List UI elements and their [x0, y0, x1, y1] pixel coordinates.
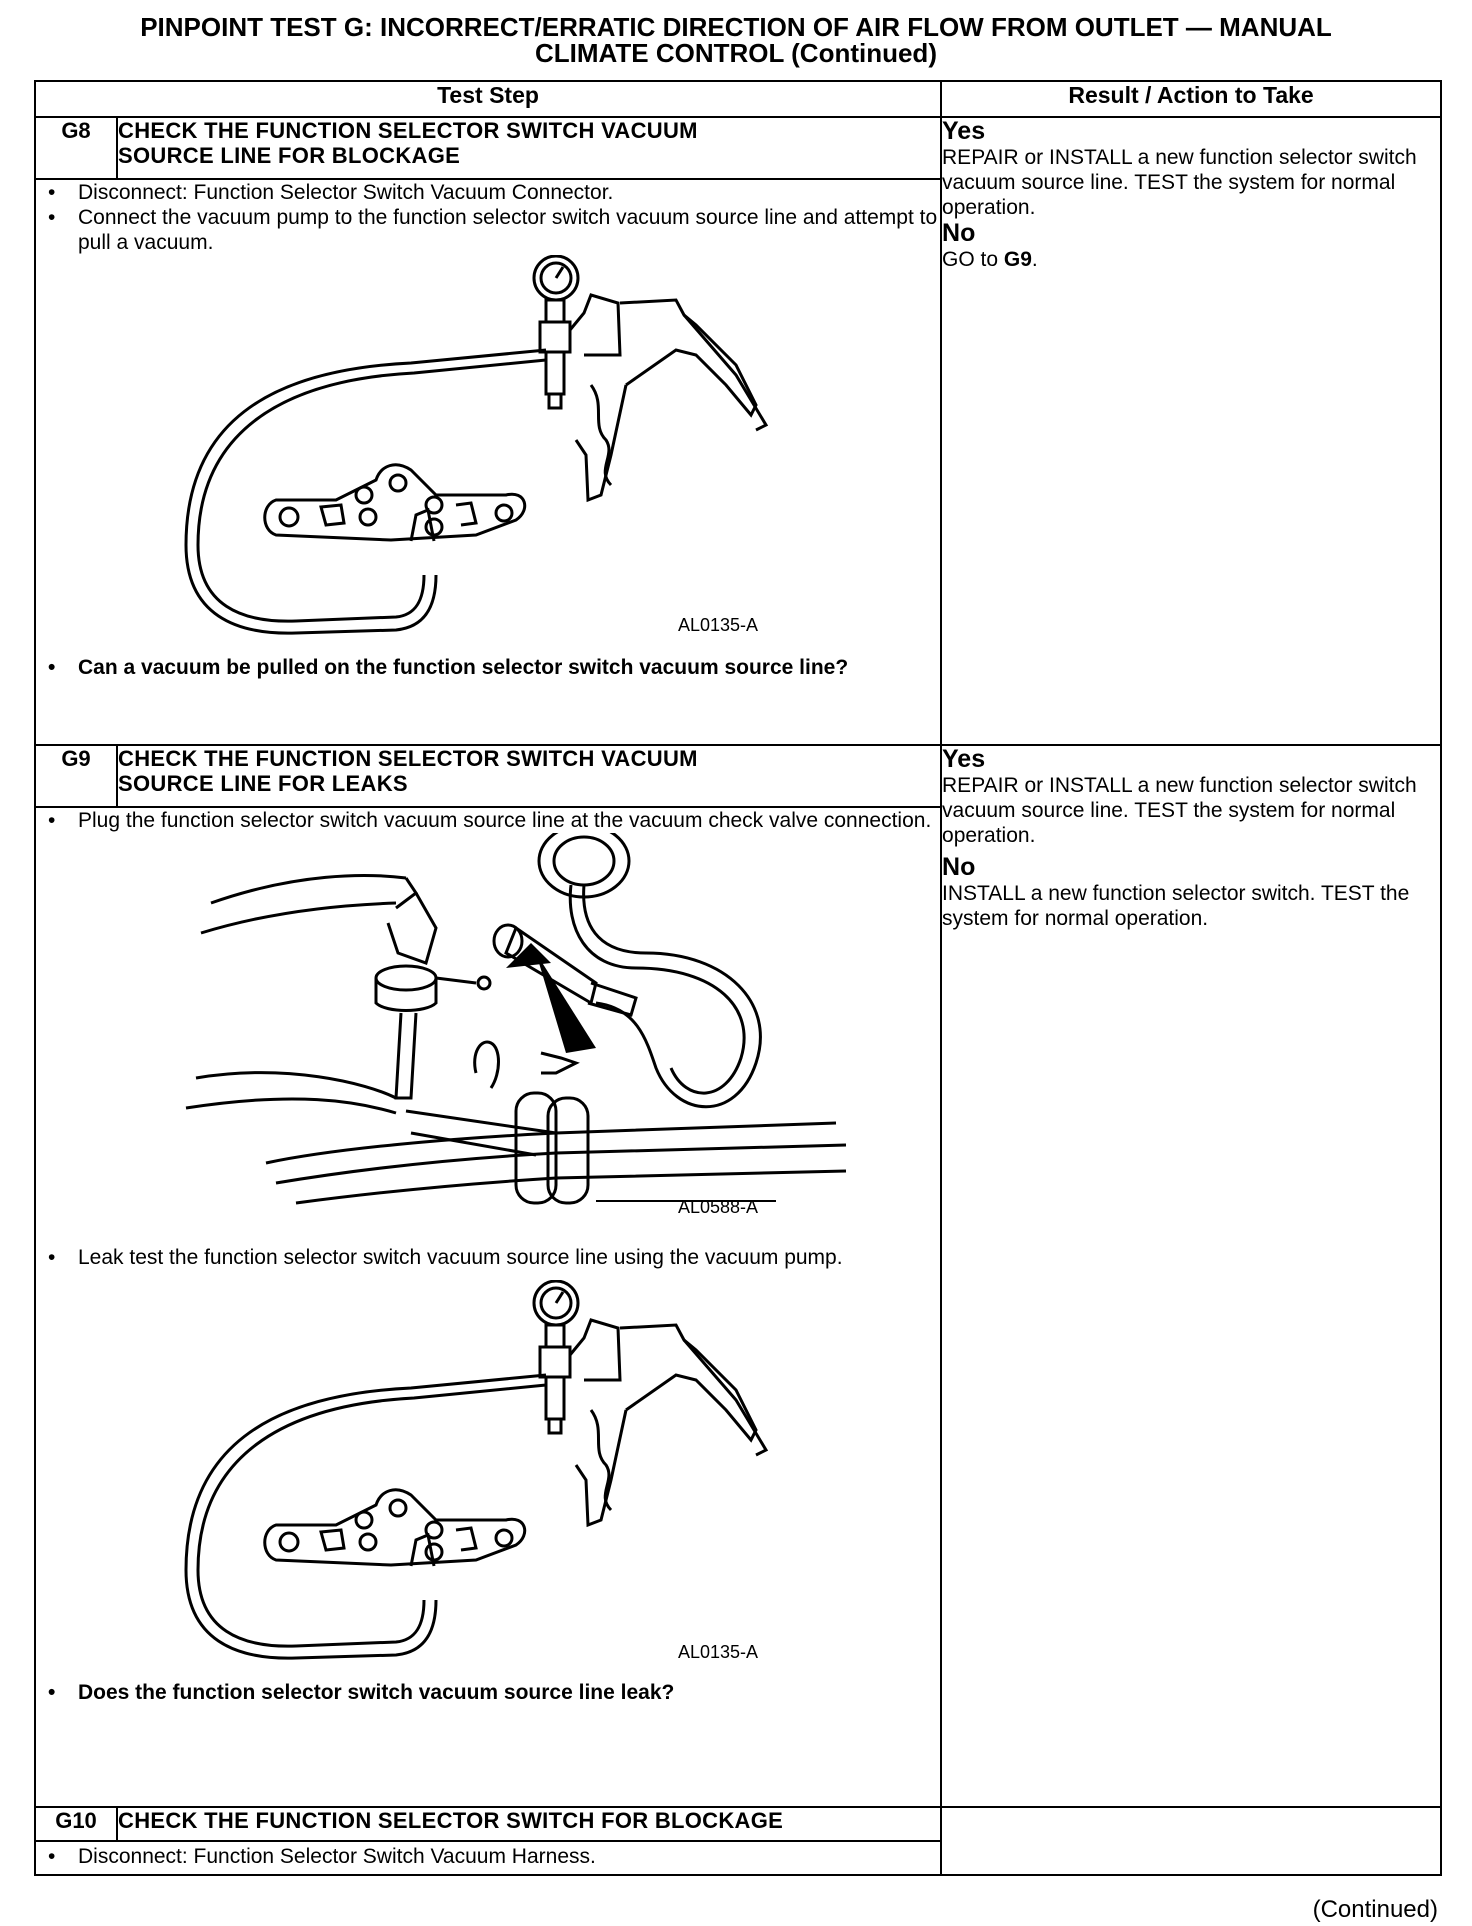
- figure-vacuum-pump-g8: [36, 255, 916, 655]
- yes-label-g9: Yes: [942, 745, 986, 773]
- vacuum-pump-illustration: [36, 255, 916, 655]
- figure-label-g9-1: AL0588-A: [678, 1197, 759, 1217]
- column-header-result: Result / Action to Take: [941, 81, 1441, 117]
- no-text-g8-step-ref: G9: [1003, 248, 1032, 271]
- no-text-g8-prefix: GO to: [942, 248, 1004, 271]
- step-title-g9-line2: SOURCE LINE FOR LEAKS: [118, 771, 408, 796]
- figure-label-g9-2: AL0135-A: [678, 1642, 759, 1662]
- step-title-g8: [117, 117, 941, 179]
- step-body-g10: [35, 1841, 941, 1875]
- step-title-g9-line1: CHECK THE FUNCTION SELECTOR SWITCH VACUUM: [118, 746, 698, 771]
- no-text-g8-suffix: .: [1031, 248, 1038, 271]
- bullet-g8-2: • Connect the vacuum pump to the function selector switch vacuum source line and attempt to pull a vacuum.: [36, 205, 940, 255]
- no-label-g9: No: [942, 853, 976, 881]
- check-valve-illustration: [36, 833, 916, 1223]
- bullet-g9-1: • Plug the function selector switch vacuum source line at the vacuum check valve connection.: [36, 808, 940, 833]
- step-id-g8: G8: [35, 117, 117, 179]
- step-title-g8-line2: SOURCE LINE FOR BLOCKAGE: [118, 143, 461, 168]
- vacuum-pump-illustration-2: [36, 1280, 916, 1680]
- yes-label-g8: Yes: [942, 117, 986, 145]
- figure-check-valve-g9: [36, 833, 916, 1223]
- yes-text-g8: REPAIR or INSTALL a new function selector switch vacuum source line. TEST the system for normal operation.: [942, 146, 1417, 219]
- figure-label-g8: AL0135-A: [678, 615, 759, 635]
- step-title-g10: CHECK THE FUNCTION SELECTOR SWITCH FOR BLOCKAGE: [117, 1807, 941, 1841]
- no-text-g9: INSTALL a new function selector switch. TEST the system for normal operation.: [942, 882, 1410, 930]
- no-text-g8: [942, 247, 1440, 272]
- pinpoint-test-table: [34, 80, 1442, 1876]
- title-line-2: CLIMATE CONTROL (Continued): [535, 38, 937, 68]
- bullet-g9-2: • Leak test the function selector switch vacuum source line using the vacuum pump.: [36, 1245, 940, 1270]
- step-body-g9: [35, 807, 941, 1807]
- step-id-g9: G9: [35, 745, 117, 807]
- bullet-g8-1: • Disconnect: Function Selector Switch Vacuum Connector.: [36, 180, 940, 205]
- continued-note: (Continued): [1312, 1896, 1438, 1923]
- question-g8: • Can a vacuum be pulled on the function selector switch vacuum source line?: [36, 655, 940, 680]
- step-title-g8-line1: CHECK THE FUNCTION SELECTOR SWITCH VACUUM: [118, 118, 698, 143]
- bullet-g10-1: • Disconnect: Function Selector Switch Vacuum Harness.: [36, 1844, 940, 1869]
- question-g9: • Does the function selector switch vacuum source line leak?: [36, 1680, 940, 1705]
- result-g9: [941, 745, 1441, 1807]
- step-body-g8: [35, 179, 941, 745]
- column-header-test-step: Test Step: [35, 81, 941, 117]
- no-label-g8: No: [942, 219, 976, 247]
- step-id-g10: G10: [35, 1807, 117, 1841]
- result-g10: [941, 1807, 1441, 1875]
- page-title: [0, 14, 1472, 66]
- figure-vacuum-pump-g9: [36, 1280, 916, 1680]
- yes-text-g9: REPAIR or INSTALL a new function selector switch vacuum source line. TEST the system for normal operation.: [942, 774, 1417, 847]
- result-g8: [941, 117, 1441, 745]
- step-title-g9: [117, 745, 941, 807]
- title-line-1: PINPOINT TEST G: INCORRECT/ERRATIC DIRECTION OF AIR FLOW FROM OUTLET — MANUAL: [140, 12, 1332, 42]
